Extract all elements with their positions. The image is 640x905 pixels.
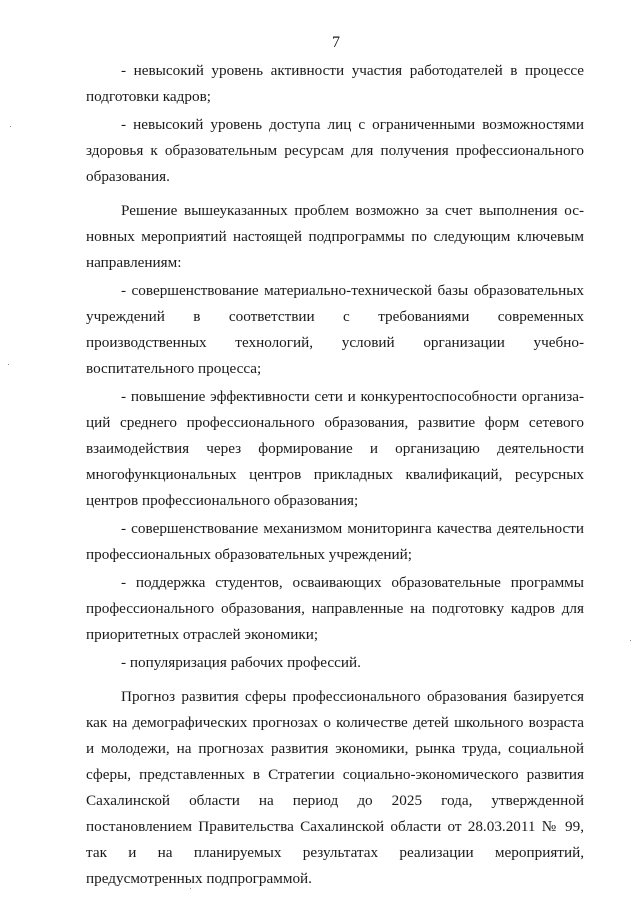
paragraph-solution-intro: Решение вышеуказанных проблем возможно за счет выполнения основных мероприятий настоящей подпрограммы по следующим ключевым направлениям: <box>86 202 584 271</box>
body-text <box>86 58 584 892</box>
scan-speck <box>10 126 11 127</box>
scan-speck <box>190 888 191 889</box>
scan-speck <box>8 364 9 365</box>
scan-speck <box>630 640 631 641</box>
paragraph-employer-activity: - невысокий уровень активности участия работодателей в процессе подготовки кадров; <box>86 62 584 105</box>
page-number: 7 <box>332 34 340 51</box>
paragraph-forecast: Прогноз развития сферы профессионального образования базируется как на демографических прогнозах о количестве детей школьного возраста и молодежи, на прогнозах развития экономики, рынка труда, социальной сферы, представленных в Стратегии социально-экономического развития Сахалинской области на период до 2025 года, утвержденной постановлением Правительства Сахалинской области от 28.03.2011 № 99, так и на планируемых результатах реализации мероприятий, предусмотренных подпрограммой. <box>86 688 584 887</box>
paragraph-network-efficiency: - повышение эффективности сети и конкурентоспособности организаций среднего профессионального образования, развитие форм сетевого взаимодействия через формирование и организацию деятельности многофункциональных центров прикладных квалификаций, ресурсных центров профессионального образования; <box>86 388 584 509</box>
paragraph-disability-access: - невысокий уровень доступа лиц с ограниченными возможностями здоровья к образовательным ресурсам для получения профессионального образования. <box>86 116 584 185</box>
paragraph-student-support: - поддержка студентов, осваивающих образовательные программы профессионального образования, направленные на подготовку кадров для приоритетных отраслей экономики; <box>86 574 584 643</box>
paragraph-material-base: - совершенствование материально-технической базы образовательных учреждений в соответствии с требованиями современных производственных технологий, условий организации учебно-воспитательного процесса; <box>86 282 584 377</box>
paragraph-professions: - популяризация рабочих профессий. <box>121 654 361 671</box>
paragraph-monitoring: - совершенствование механизмом мониторинга качества деятельности профессиональных образовательных учреждений; <box>86 520 584 563</box>
